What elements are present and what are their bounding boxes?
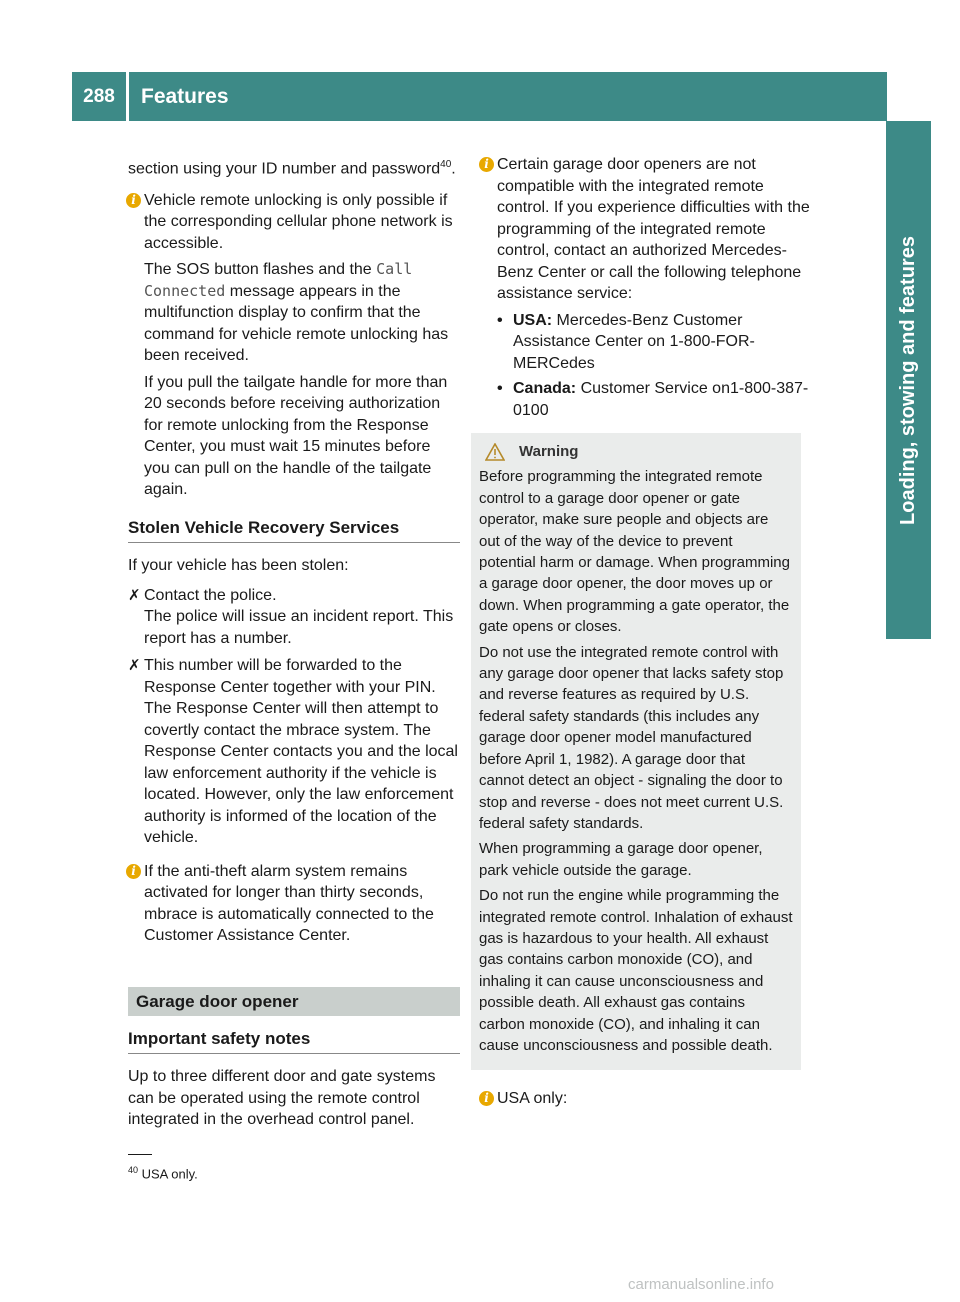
- page-title: Features: [141, 84, 229, 108]
- list-item-usa: [497, 310, 813, 375]
- info-paragraph: Certain garage door openers are not compatible with the integrated remote control. If you experience difficulties with the programming of the integrated remote control, contact an authorized Mercedes-Benz Center or call the following telephone assistance service:: [497, 156, 810, 302]
- step-text: This number will be forwarded to the Response Center together with your PIN. The Response Center will then attempt to covertly contact the mbrace system. The Response Center contacts you and the local law enforcement authority if the vehicle is located. However, only the law enforcement authority is informed of the location of the vehicle.: [144, 657, 458, 847]
- page-number: 288: [83, 85, 115, 107]
- side-tab-label-wrap: [886, 121, 931, 639]
- info-text: The SOS button flashes and the: [144, 261, 377, 279]
- stolen-intro: If your vehicle has been stolen:: [128, 557, 349, 575]
- footnote-ref: 40: [440, 159, 452, 170]
- footnote-divider: [128, 1154, 152, 1155]
- list-item-canada: [497, 378, 813, 421]
- info-note-anti-theft: [128, 861, 460, 947]
- intro-paragraph: [128, 154, 460, 180]
- warning-header: [479, 441, 793, 462]
- info-icon: i: [479, 1091, 494, 1106]
- footnote: [128, 1165, 198, 1181]
- footnote-number: 40: [128, 1165, 139, 1175]
- info-text: message appears in the multifunction display to confirm that the command for vehicle remote unlocking has been received.: [144, 282, 449, 365]
- warning-paragraph: Do not use the integrated remote control with any garage door opener that lacks safety stop and reverse features as required by U.S. federal safety standards (this includes any garage door opener model manufactured before April 1, 1982). A garage door that cannot detect an object - signaling the door to stop and reverse - does not meet current U.S. federal safety standards.: [479, 643, 784, 832]
- info-paragraph: Vehicle remote unlocking is only possible if the corresponding cellular phone network is accessible.: [144, 191, 453, 252]
- info-icon: i: [479, 157, 494, 172]
- warning-paragraph: Before programming the integrated remote control to a garage door opener or gate operator, make sure people and objects are out of the way of the device to prevent potential harm or damage. When programming a garage door opener, the door moves up or down. When programming a gate operator, the gate opens or closes.: [479, 468, 790, 636]
- footnote-text: USA only.: [138, 1166, 198, 1182]
- info-paragraph: If the anti-theft alarm system remains activated for longer than thirty seconds, mbrace is automatically connected to the Customer Assistance Center.: [144, 862, 434, 945]
- display-message: Call Connected: [144, 260, 413, 300]
- bullet-text: Mercedes-Benz Customer Assistance Center on 1-800-FOR-MERCedes: [513, 311, 755, 372]
- right-column: [481, 154, 813, 1115]
- info-paragraph: USA only:: [497, 1090, 568, 1108]
- warning-triangle-icon: [485, 443, 505, 461]
- step-arrow-icon: ✗: [128, 657, 141, 675]
- info-note-usa-only: [481, 1088, 813, 1110]
- step-item: [128, 655, 460, 849]
- section-heading-safety-notes: Important safety notes: [128, 1028, 460, 1055]
- info-icon: i: [126, 193, 141, 208]
- warning-box: [471, 433, 801, 1070]
- header-divider: [126, 72, 129, 121]
- section-heading-stolen-vehicle: Stolen Vehicle Recovery Services: [128, 517, 460, 544]
- info-note-remote-unlock: [128, 190, 460, 501]
- bullet-text: Customer Service on1-800-387-0100: [513, 380, 809, 419]
- left-column: [128, 154, 460, 1135]
- step-text: Contact the police.: [144, 586, 277, 604]
- warning-title: Warning: [519, 443, 579, 460]
- warning-paragraph: Do not run the engine while programming the integrated remote control. Inhalation of exhaust gas is hazardous to your health. All exhaust gas contains carbon monoxide (CO), and inhaling it can cause unconsciousness and possible death. All exhaust gas contains carbon monoxide (CO), and inhaling it can cause unconsciousness and possible death.: [479, 887, 793, 1054]
- bullet-label: USA:: [513, 311, 553, 329]
- step-detail: The police will issue an incident report. This report has a number.: [144, 608, 454, 647]
- step-item: [128, 585, 460, 650]
- intro-text: section using your ID number and password: [128, 160, 441, 178]
- side-tab-label: Loading, stowing and features: [897, 235, 919, 525]
- intro-end: .: [451, 160, 456, 178]
- bullet-icon: •: [497, 311, 503, 329]
- warning-paragraph: When programming a garage door opener, park vehicle outside the garage.: [479, 840, 763, 879]
- watermark: carmanualsonline.info: [628, 1276, 774, 1293]
- section-heading-garage-door-opener: Garage door opener: [128, 987, 460, 1016]
- info-note-compatibility: [481, 154, 813, 305]
- info-paragraph: If you pull the tailgate handle for more than 20 seconds before receiving authorization for remote unlocking from the Response Center, you must wait 15 minutes before you can pull on the handle of the tailgate again.: [144, 373, 448, 499]
- info-paragraph: [144, 259, 460, 367]
- info-icon: i: [126, 864, 141, 879]
- bullet-label: Canada:: [513, 380, 577, 397]
- step-arrow-icon: ✗: [128, 586, 141, 604]
- bullet-icon: •: [497, 380, 503, 397]
- safety-paragraph: Up to three different door and gate systems can be operated using the remote control integrated in the overhead control panel.: [128, 1068, 436, 1129]
